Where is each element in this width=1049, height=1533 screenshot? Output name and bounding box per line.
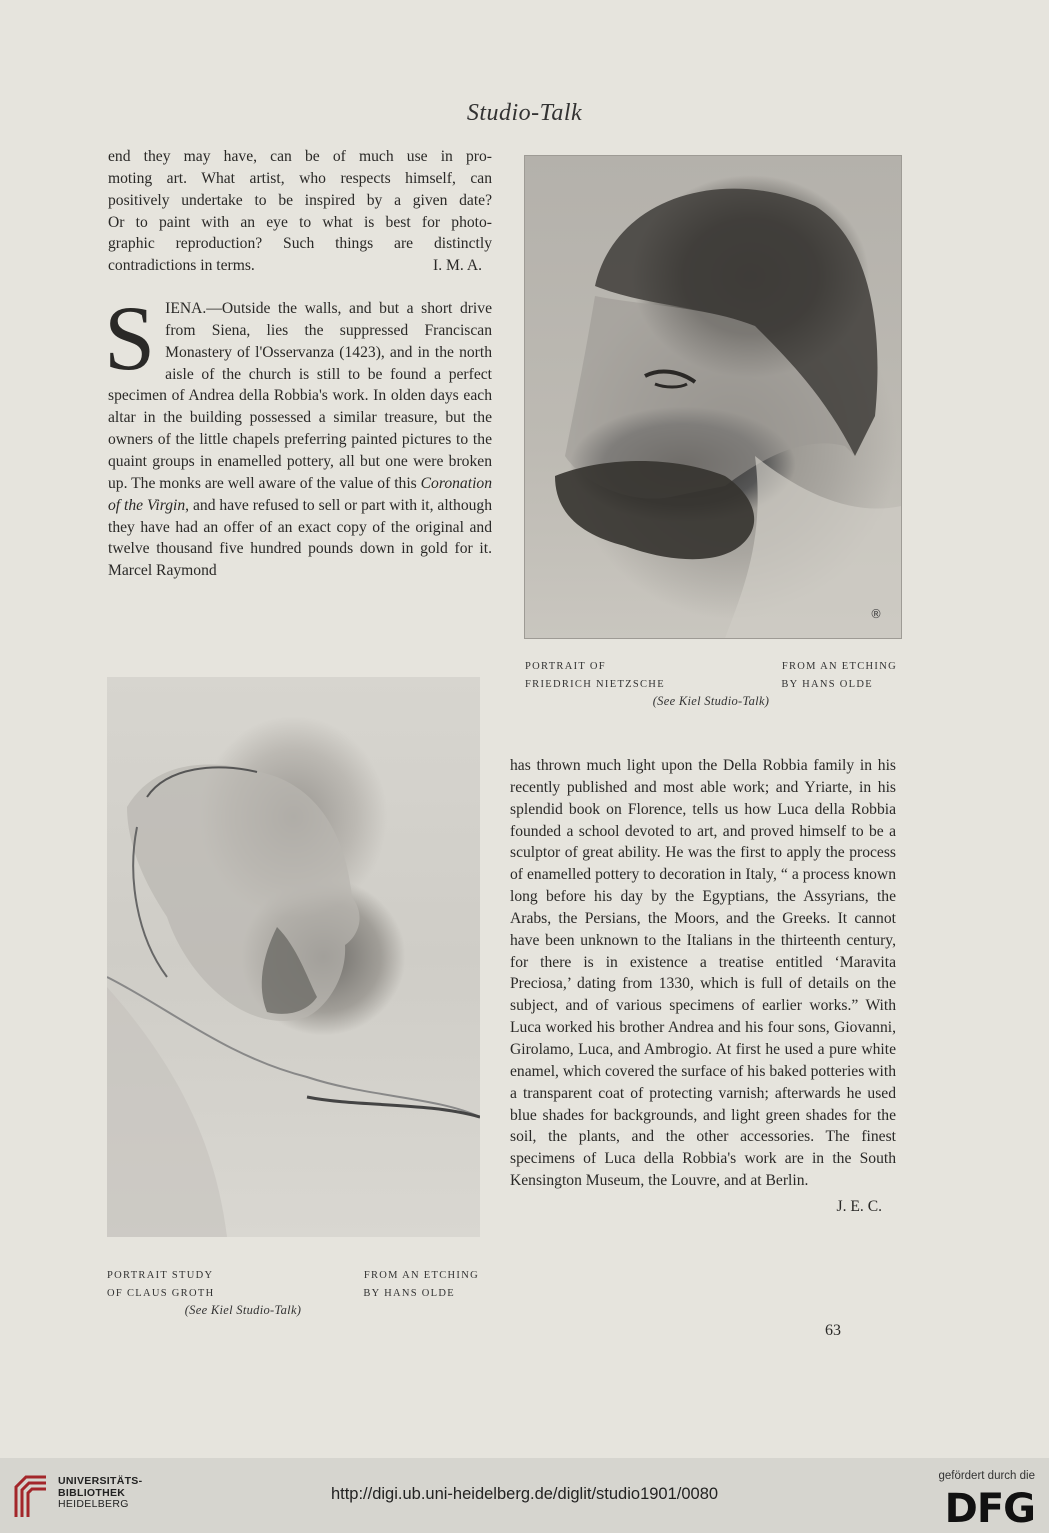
siena-text: IENA.—Outside the walls, and but a short drive from Siena, lies the suppressed Franciscan Monastery of l'Osservanza (1423), and in the north aisle of the church is still to be found a perfect specimen of Andrea della Robbia's work. In olden days each altar in the building possessed a similar treasure, but the owners of the little chapels preferring painted pictures to the quaint groups in enamelled pottery, all but one were broken up. The monks are well aware of the value of this (108, 300, 492, 492)
line: moting art. What artist, who respects himself, can (108, 169, 492, 187)
line: positively undertake to be inspired by a given date? (108, 191, 492, 209)
caption-artist: BY HANS OLDE (363, 1288, 455, 1299)
caption-credit: FROM AN ETCHING (781, 661, 897, 672)
running-head: Studio-Talk (466, 100, 583, 126)
artwork-title: Coronation of the Virgin (108, 474, 492, 514)
library-line: BIBLIOTHEK (58, 1486, 126, 1499)
caption-row (525, 676, 897, 694)
signoff-ima: I. M. A. (433, 257, 482, 275)
caption-credit: FROM AN ETCHING (363, 1270, 479, 1281)
nietzsche-sketch (525, 156, 901, 638)
siena-text-end: , and have refused to sell or part with it, although they have had an offer of an exact copy of the original and twelve thousand five hundred pounds down in gold for it. Marcel Raymond (108, 496, 493, 580)
line: graphic reproduction? Such things are distinctly (108, 235, 492, 253)
caption-subject: OF CLAUS GROTH (107, 1288, 215, 1299)
caption-title: PORTRAIT STUDY (107, 1270, 214, 1281)
funded-by-label: gefördert durch die (938, 1470, 1035, 1482)
nietzsche-etching (524, 155, 902, 639)
page-number: 63 (825, 1322, 841, 1339)
drop-cap: S (104, 287, 156, 390)
caption-artist: BY HANS OLDE (781, 679, 873, 690)
nietzsche-caption (525, 658, 897, 709)
svg-text:®: ® (870, 607, 882, 621)
caption-subject: FRIEDRICH NIETZSCHE (525, 679, 665, 690)
digitization-footer (0, 1458, 1049, 1533)
paragraph-della-robbia: has thrown much light upon the Della Robbia family in his recently published and most able work; and Yriarte, in his splendid book on Florence, tells us how Luca della Robbia founded a school devoted to art, and proved himself to be a sculptor of great ability. He was the first to apply the process of enamelled pottery to decoration in Italy, “ a process known long before his day by the Egyptians, the Assyrians, the Arabs, the Persians, the Moors, and the Greeks. It cannot have been unknown to the Italians in the thirteenth century, for there is in existence a treatise entitled ‘Maravita Preciosa,’ dating from 1330, which is full of details on the subject, and of various specimens of earlier works.” With Luca worked his brother Andrea and his four sons, Giovanni, Girolamo, Luca, and Ambrogio. At first he used a pure white enamel, which covered the surface of his baked potteries with a transparent coat of protecting varnish; afterwards he used blue shades for backgrounds, and light green shades for the soil, the plants, and the other accessories. The finest specimens of Luca della Robbia's work are in the South Kensington Museum, the Louvre, and at Berlin. (510, 757, 896, 1190)
source-url-link[interactable]: http://digi.ub.uni-heidelberg.de/diglit/studio1901/0080 (330, 1485, 719, 1503)
line: contradictions in terms. (108, 257, 255, 275)
groth-caption (107, 1267, 479, 1318)
line: end they may have, can be of much use in pro- (108, 148, 492, 165)
line: Or to paint with an eye to what is best for photo- (108, 213, 492, 231)
caption-row (525, 658, 897, 676)
caption-row (107, 1267, 479, 1285)
caption-reference: (See Kiel Studio-Talk) (652, 694, 770, 708)
caption-row (107, 1285, 479, 1303)
last-line (108, 255, 492, 277)
caption-title: PORTRAIT OF (525, 661, 606, 672)
signoff-jec: J. E. C. (836, 1197, 882, 1215)
claus-groth-etching (107, 677, 480, 1237)
caption-reference: (See Kiel Studio-Talk) (184, 1303, 302, 1317)
paragraph-siena (104, 287, 493, 582)
dfg-logo: DFG (944, 1486, 1035, 1532)
library-line: UNIVERSITÄTS- (58, 1475, 143, 1487)
library-line: HEIDELBERG (58, 1498, 129, 1510)
paragraph-iam (108, 146, 492, 277)
groth-sketch (107, 677, 480, 1237)
left-column-text (104, 146, 493, 582)
right-column-text (510, 755, 896, 1218)
